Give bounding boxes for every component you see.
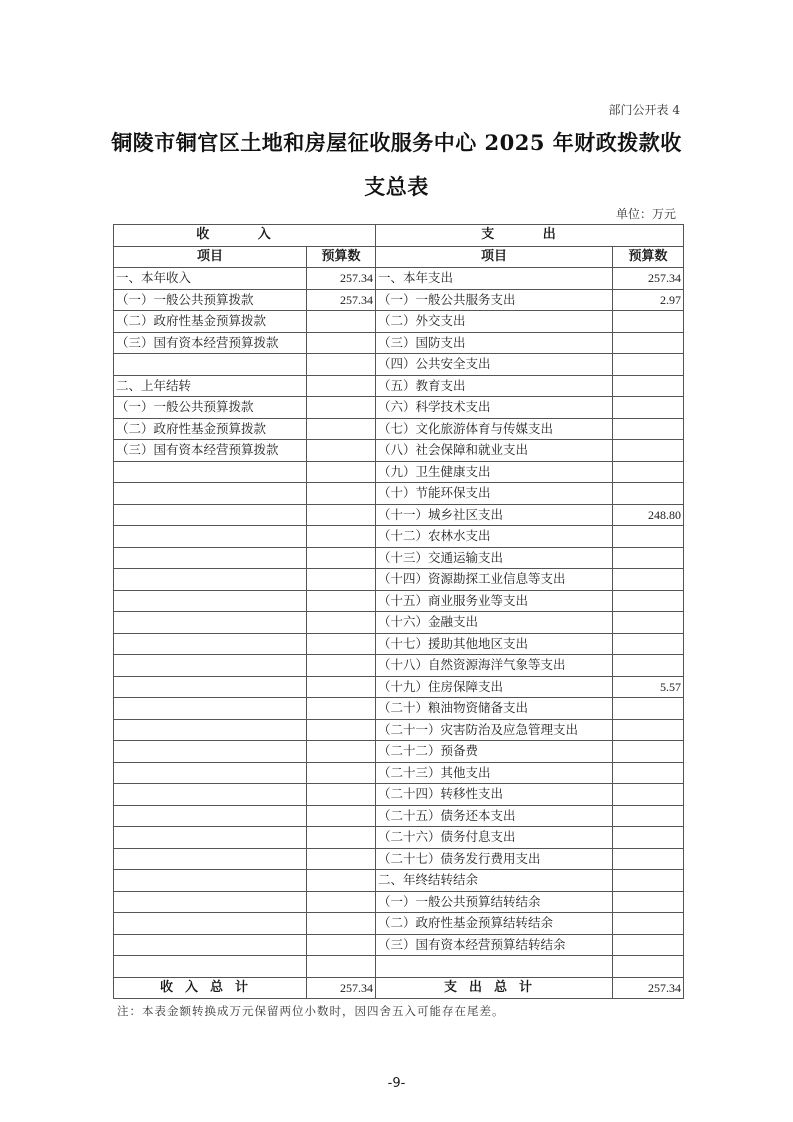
income-budget-cell	[307, 913, 376, 935]
expense-item-cell: （二十六）债务付息支出	[376, 827, 613, 849]
document-title-line2: 支总表	[364, 174, 429, 199]
expense-budget-cell	[613, 526, 684, 548]
income-budget-cell	[307, 741, 376, 763]
expense-item-cell: （二）政府性基金预算结转结余	[376, 913, 613, 935]
income-budget-cell	[307, 354, 376, 376]
income-item-cell	[114, 956, 307, 978]
expense-item-cell: （二十五）债务还本支出	[376, 805, 613, 827]
income-item-cell	[114, 848, 307, 870]
income-item-cell: （二）政府性基金预算拨款	[114, 418, 307, 440]
expense-item-cell: （九）卫生健康支出	[376, 461, 613, 483]
expense-section-header: 支 出	[376, 225, 684, 247]
section-header-row	[114, 225, 684, 247]
income-budget-cell: 257.34	[307, 289, 376, 311]
income-item-cell	[114, 612, 307, 634]
income-item-cell	[114, 891, 307, 913]
expense-budget-cell	[613, 762, 684, 784]
income-item-cell	[114, 504, 307, 526]
income-item-cell: （一）一般公共预算拨款	[114, 397, 307, 419]
table-row	[114, 268, 684, 290]
expense-budget-cell	[613, 913, 684, 935]
table-row	[114, 461, 684, 483]
table-row	[114, 504, 684, 526]
income-budget-cell	[307, 612, 376, 634]
income-total-value: 257.34	[307, 977, 376, 999]
table-row	[114, 612, 684, 634]
expense-item-cell: （二十四）转移性支出	[376, 784, 613, 806]
income-budget-cell	[307, 784, 376, 806]
income-budget-cell	[307, 547, 376, 569]
income-item-cell	[114, 741, 307, 763]
income-budget-cell	[307, 311, 376, 333]
income-total-label: 收入总计	[114, 977, 307, 999]
expense-item-cell: （十六）金融支出	[376, 612, 613, 634]
expense-budget-cell: 257.34	[613, 268, 684, 290]
income-item-cell: （二）政府性基金预算拨款	[114, 311, 307, 333]
income-budget-cell	[307, 440, 376, 462]
column-header-row	[114, 246, 684, 268]
income-item-col-header: 项目	[114, 246, 307, 268]
expense-budget-cell	[613, 655, 684, 677]
income-budget-cell	[307, 655, 376, 677]
expense-budget-cell	[613, 934, 684, 956]
income-budget-cell	[307, 332, 376, 354]
expense-item-cell: （八）社会保障和就业支出	[376, 440, 613, 462]
table-row	[114, 289, 684, 311]
expense-item-cell: （三）国有资本经营预算结转结余	[376, 934, 613, 956]
expense-item-cell: 一、本年支出	[376, 268, 613, 290]
income-budget-cell	[307, 934, 376, 956]
expense-total-value: 257.34	[613, 977, 684, 999]
income-section-header: 收 入	[114, 225, 376, 247]
income-item-cell	[114, 461, 307, 483]
income-item-cell	[114, 805, 307, 827]
table-row	[114, 526, 684, 548]
expense-item-cell: 二、年终结转结余	[376, 870, 613, 892]
table-row	[114, 418, 684, 440]
income-item-cell: （一）一般公共预算拨款	[114, 289, 307, 311]
income-budget-col-header: 预算数	[307, 246, 376, 268]
expense-budget-cell	[613, 547, 684, 569]
income-item-cell	[114, 655, 307, 677]
income-item-cell	[114, 483, 307, 505]
income-item-cell	[114, 827, 307, 849]
table-row	[114, 569, 684, 591]
income-item-cell	[114, 934, 307, 956]
expense-budget-cell: 2.97	[613, 289, 684, 311]
income-item-cell	[114, 633, 307, 655]
footnote: 注：本表金额转换成万元保留两位小数时，因四舍五入可能存在尾差。	[117, 1004, 505, 1018]
table-row	[114, 870, 684, 892]
table-row	[114, 956, 684, 978]
expense-budget-cell	[613, 418, 684, 440]
expense-budget-cell	[613, 698, 684, 720]
unit-label: 单位：万元	[615, 207, 676, 221]
income-budget-cell	[307, 805, 376, 827]
income-item-cell	[114, 784, 307, 806]
expense-budget-cell	[613, 784, 684, 806]
income-item-cell	[114, 698, 307, 720]
table-row	[114, 827, 684, 849]
table-row	[114, 440, 684, 462]
table-number-tag: 部门公开表 4	[608, 103, 680, 117]
expense-budget-cell	[613, 805, 684, 827]
total-row	[114, 977, 684, 999]
expense-budget-cell	[613, 827, 684, 849]
expense-budget-cell	[613, 633, 684, 655]
table-row	[114, 375, 684, 397]
income-budget-cell	[307, 590, 376, 612]
expense-item-cell: （二十三）其他支出	[376, 762, 613, 784]
table-row	[114, 633, 684, 655]
expense-budget-cell	[613, 440, 684, 462]
income-budget-cell	[307, 719, 376, 741]
income-budget-cell: 257.34	[307, 268, 376, 290]
table-row	[114, 332, 684, 354]
expense-budget-cell	[613, 848, 684, 870]
expense-budget-cell	[613, 870, 684, 892]
expense-item-cell: （十九）住房保障支出	[376, 676, 613, 698]
income-item-cell	[114, 354, 307, 376]
income-budget-cell	[307, 676, 376, 698]
expense-item-cell: （十）节能环保支出	[376, 483, 613, 505]
income-budget-cell	[307, 848, 376, 870]
expense-budget-cell	[613, 612, 684, 634]
expense-budget-cell	[613, 311, 684, 333]
income-budget-cell	[307, 418, 376, 440]
expense-item-cell: （二十）粮油物资储备支出	[376, 698, 613, 720]
expense-item-cell: （十八）自然资源海洋气象等支出	[376, 655, 613, 677]
expense-budget-cell	[613, 397, 684, 419]
income-budget-cell	[307, 504, 376, 526]
income-budget-cell	[307, 526, 376, 548]
expense-budget-cell	[613, 461, 684, 483]
expense-budget-cell: 5.57	[613, 676, 684, 698]
expense-item-cell: （十三）交通运输支出	[376, 547, 613, 569]
expense-item-cell: （一）一般公共服务支出	[376, 289, 613, 311]
income-budget-cell	[307, 870, 376, 892]
expense-budget-cell: 248.80	[613, 504, 684, 526]
income-budget-cell	[307, 698, 376, 720]
table-row	[114, 354, 684, 376]
expense-item-cell: （二十一）灾害防治及应急管理支出	[376, 719, 613, 741]
expense-budget-cell	[613, 719, 684, 741]
budget-table	[113, 224, 684, 999]
income-budget-cell	[307, 956, 376, 978]
expense-item-cell: （三）国防支出	[376, 332, 613, 354]
table-row	[114, 311, 684, 333]
income-budget-cell	[307, 569, 376, 591]
expense-item-cell: （二十七）债务发行费用支出	[376, 848, 613, 870]
table-row	[114, 784, 684, 806]
income-item-cell	[114, 547, 307, 569]
expense-item-cell: （七）文化旅游体育与传媒支出	[376, 418, 613, 440]
income-item-cell: （三）国有资本经营预算拨款	[114, 440, 307, 462]
income-budget-cell	[307, 762, 376, 784]
income-budget-cell	[307, 827, 376, 849]
expense-budget-cell	[613, 741, 684, 763]
expense-item-col-header: 项目	[376, 246, 613, 268]
income-item-cell	[114, 870, 307, 892]
expense-budget-cell	[613, 956, 684, 978]
expense-budget-cell	[613, 891, 684, 913]
table-row	[114, 590, 684, 612]
income-item-cell: （三）国有资本经营预算拨款	[114, 332, 307, 354]
income-budget-cell	[307, 483, 376, 505]
expense-item-cell: （十四）资源勘探工业信息等支出	[376, 569, 613, 591]
income-item-cell	[114, 526, 307, 548]
expense-budget-cell	[613, 590, 684, 612]
expense-total-label: 支出总计	[376, 977, 613, 999]
income-item-cell	[114, 676, 307, 698]
income-budget-cell	[307, 633, 376, 655]
table-row	[114, 547, 684, 569]
expense-budget-cell	[613, 332, 684, 354]
income-item-cell: 二、上年结转	[114, 375, 307, 397]
income-item-cell	[114, 719, 307, 741]
income-budget-cell	[307, 891, 376, 913]
table-row	[114, 741, 684, 763]
expense-item-cell: （一）一般公共预算结转结余	[376, 891, 613, 913]
income-budget-cell	[307, 461, 376, 483]
table-row	[114, 913, 684, 935]
expense-budget-cell	[613, 569, 684, 591]
document-title-line1: 铜陵市铜官区土地和房屋征收服务中心 2025 年财政拨款收	[111, 130, 682, 155]
expense-item-cell: （十二）农林水支出	[376, 526, 613, 548]
table-row	[114, 655, 684, 677]
income-item-cell	[114, 913, 307, 935]
table-row	[114, 934, 684, 956]
expense-item-cell: （二十二）预备费	[376, 741, 613, 763]
income-item-cell	[114, 590, 307, 612]
table-row	[114, 676, 684, 698]
table-row	[114, 483, 684, 505]
expense-item-cell: （五）教育支出	[376, 375, 613, 397]
income-budget-cell	[307, 375, 376, 397]
table-row	[114, 891, 684, 913]
expense-item-cell: （四）公共安全支出	[376, 354, 613, 376]
table-row	[114, 397, 684, 419]
table-row	[114, 719, 684, 741]
income-budget-cell	[307, 397, 376, 419]
table-row	[114, 762, 684, 784]
expense-item-cell: （六）科学技术支出	[376, 397, 613, 419]
expense-item-cell	[376, 956, 613, 978]
income-item-cell	[114, 762, 307, 784]
expense-budget-cell	[613, 375, 684, 397]
expense-budget-cell	[613, 483, 684, 505]
expense-item-cell: （十五）商业服务业等支出	[376, 590, 613, 612]
expense-item-cell: （十一）城乡社区支出	[376, 504, 613, 526]
table-row	[114, 698, 684, 720]
page-number: -9-	[387, 1076, 406, 1091]
expense-item-cell: （二）外交支出	[376, 311, 613, 333]
income-item-cell	[114, 569, 307, 591]
table-row	[114, 848, 684, 870]
table-row	[114, 805, 684, 827]
expense-item-cell: （十七）援助其他地区支出	[376, 633, 613, 655]
expense-budget-cell	[613, 354, 684, 376]
income-item-cell: 一、本年收入	[114, 268, 307, 290]
expense-budget-col-header: 预算数	[613, 246, 684, 268]
